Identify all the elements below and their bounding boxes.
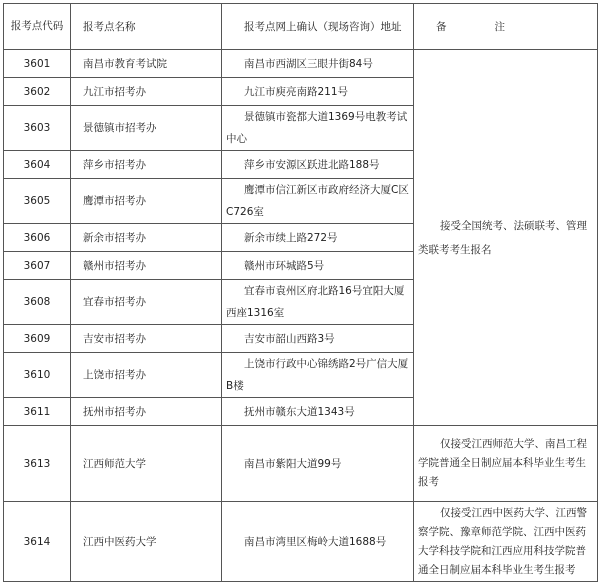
site-name: 景德镇市招考办 [71,106,222,151]
site-remark: 仅接受江西师范大学、南昌工程学院普通全日制应届本科毕业生考生报考 [414,426,598,502]
site-name: 吉安市招考办 [71,325,222,353]
site-code: 3607 [4,252,71,280]
site-address: 南昌市西湖区三眼井街84号 [222,50,414,78]
table-row [4,50,598,78]
table-header-row [4,4,598,50]
site-name: 九江市招考办 [71,78,222,106]
site-address: 抚州市赣东大道1343号 [222,398,414,426]
site-code: 3609 [4,325,71,353]
site-address: 吉安市韶山西路3号 [222,325,414,353]
site-remark: 仅接受江西中医药大学、江西警察学院、豫章师范学院、江西中医药大学科技学院和江西应用科技学院普通全日制应届本科毕业生考生报考 [414,502,598,582]
header-name: 报考点名称 [71,4,222,50]
shared-remark: 接受全国统考、法硕联考、管理类联考考生报名 [414,50,598,426]
exam-site-table [3,3,598,582]
table-row [4,502,598,582]
site-address: 萍乡市安源区跃进北路188号 [222,151,414,179]
site-address: 南昌市紫阳大道99号 [222,426,414,502]
site-code: 3613 [4,426,71,502]
header-code: 报考点代码 [4,4,71,50]
site-code: 3611 [4,398,71,426]
site-address: 九江市庾亮南路211号 [222,78,414,106]
site-address: 宜春市袁州区府北路16号宜阳大厦西座1316室 [222,280,414,325]
site-address: 景德镇市瓷都大道1369号电教考试中心 [222,106,414,151]
site-name: 江西中医药大学 [71,502,222,582]
site-code: 3602 [4,78,71,106]
header-remark [414,4,598,50]
site-name: 南昌市教育考试院 [71,50,222,78]
header-remark-b: 注 [494,20,505,33]
site-name: 新余市招考办 [71,224,222,252]
site-name: 江西师范大学 [71,426,222,502]
site-name: 鹰潭市招考办 [71,179,222,224]
site-name: 赣州市招考办 [71,252,222,280]
site-code: 3604 [4,151,71,179]
site-code: 3606 [4,224,71,252]
table-row [4,426,598,502]
site-code: 3605 [4,179,71,224]
site-address: 鹰潭市信江新区市政府经济大厦C区C726室 [222,179,414,224]
site-code: 3610 [4,353,71,398]
site-address: 南昌市湾里区梅岭大道1688号 [222,502,414,582]
site-code: 3614 [4,502,71,582]
header-address: 报考点网上确认（现场咨询）地址 [222,4,414,50]
site-name: 上饶市招考办 [71,353,222,398]
site-address: 新余市续上路272号 [222,224,414,252]
site-address: 上饶市行政中心锦绣路2号广信大厦B楼 [222,353,414,398]
site-name: 萍乡市招考办 [71,151,222,179]
site-name: 宜春市招考办 [71,280,222,325]
site-code: 3603 [4,106,71,151]
site-name: 抚州市招考办 [71,398,222,426]
site-code: 3608 [4,280,71,325]
site-code: 3601 [4,50,71,78]
header-remark-a: 备 [436,20,447,33]
site-address: 赣州市环城路5号 [222,252,414,280]
